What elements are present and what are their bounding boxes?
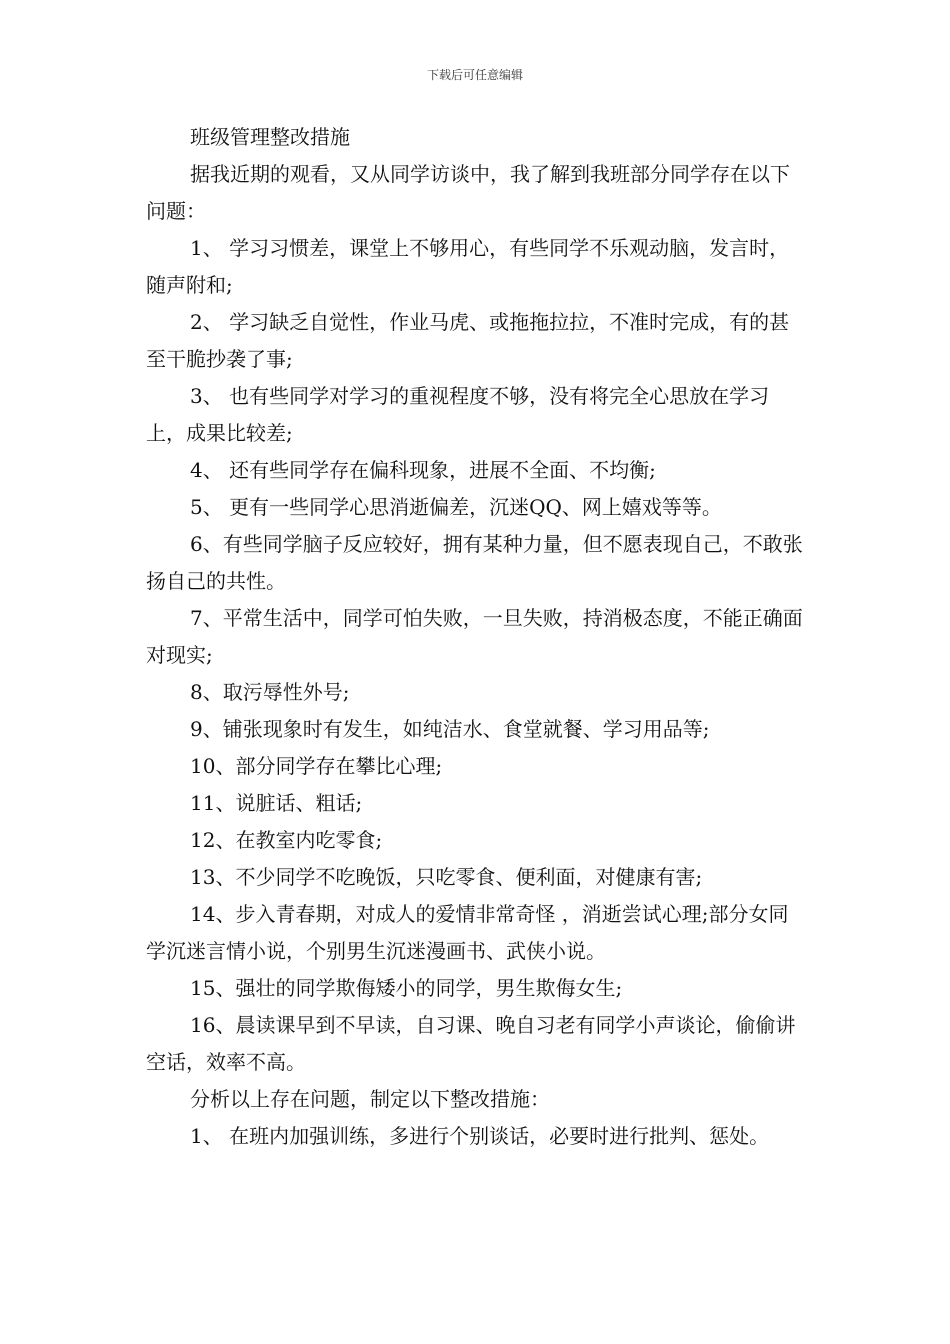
document-body	[146, 119, 808, 1155]
paragraph: 13、不少同学不吃晚饭，只吃零食、便利面，对健康有害;	[190, 865, 703, 889]
paragraph: 分析以上存在问题，制定以下整改措施：	[190, 1087, 550, 1111]
paragraph: 3、 也有些同学对学习的重视程度不够，没有将完全心思放在学习上，成果比较差;	[146, 384, 770, 445]
paragraph: 1、 在班内加强训练，多进行个别谈话，必要时进行批判、惩处。	[190, 1124, 770, 1148]
paragraph: 1、 学习习惯差，课堂上不够用心，有些同学不乐观动脑，发言时，随声附和;	[146, 236, 790, 297]
paragraph: 10、部分同学存在攀比心理;	[190, 754, 443, 778]
paragraph: 8、取污辱性外号;	[190, 680, 350, 704]
paragraph: 16、晨读课早到不早读，自习课、晚自习老有同学小声谈论，偷偷讲空话，效率不高。	[146, 1013, 796, 1074]
paragraph: 11、说脏话、粗话;	[190, 791, 363, 815]
paragraph: 据我近期的观看，又从同学访谈中，我了解到我班部分同学存在以下问题：	[146, 162, 790, 223]
paragraph: 5、 更有一些同学心思消逝偏差，沉迷QQ、网上嬉戏等等。	[190, 495, 722, 519]
paragraph: 2、 学习缺乏自觉性，作业马虎、或拖拖拉拉，不准时完成，有的甚至干脆抄袭了事;	[146, 310, 790, 371]
paragraph: 7、平常生活中，同学可怕失败，一旦失败，持消极态度，不能正确面对现实;	[146, 606, 803, 667]
document-title: 班级管理整改措施	[190, 125, 350, 149]
paragraph: 9、铺张现象时有发生，如纯洁水、食堂就餐、学习用品等;	[190, 717, 710, 741]
paragraph: 12、在教室内吃零食;	[190, 828, 383, 852]
header-note: 下载后可任意编辑	[426, 68, 523, 82]
paragraph: 14、步入青春期，对成人的爱情非常奇怪 ，消逝尝试心理;部分女同学沉迷言情小说，个别男生沉迷漫画书、武侠小说。	[146, 902, 789, 963]
paragraph: 6、有些同学脑子反应较好，拥有某种力量，但不愿表现自己，不敢张扬自己的共性。	[146, 532, 803, 593]
paragraph: 15、强壮的同学欺侮矮小的同学，男生欺侮女生;	[190, 976, 623, 1000]
paragraph: 4、 还有些同学存在偏科现象，进展不全面、不均衡;	[190, 458, 656, 482]
